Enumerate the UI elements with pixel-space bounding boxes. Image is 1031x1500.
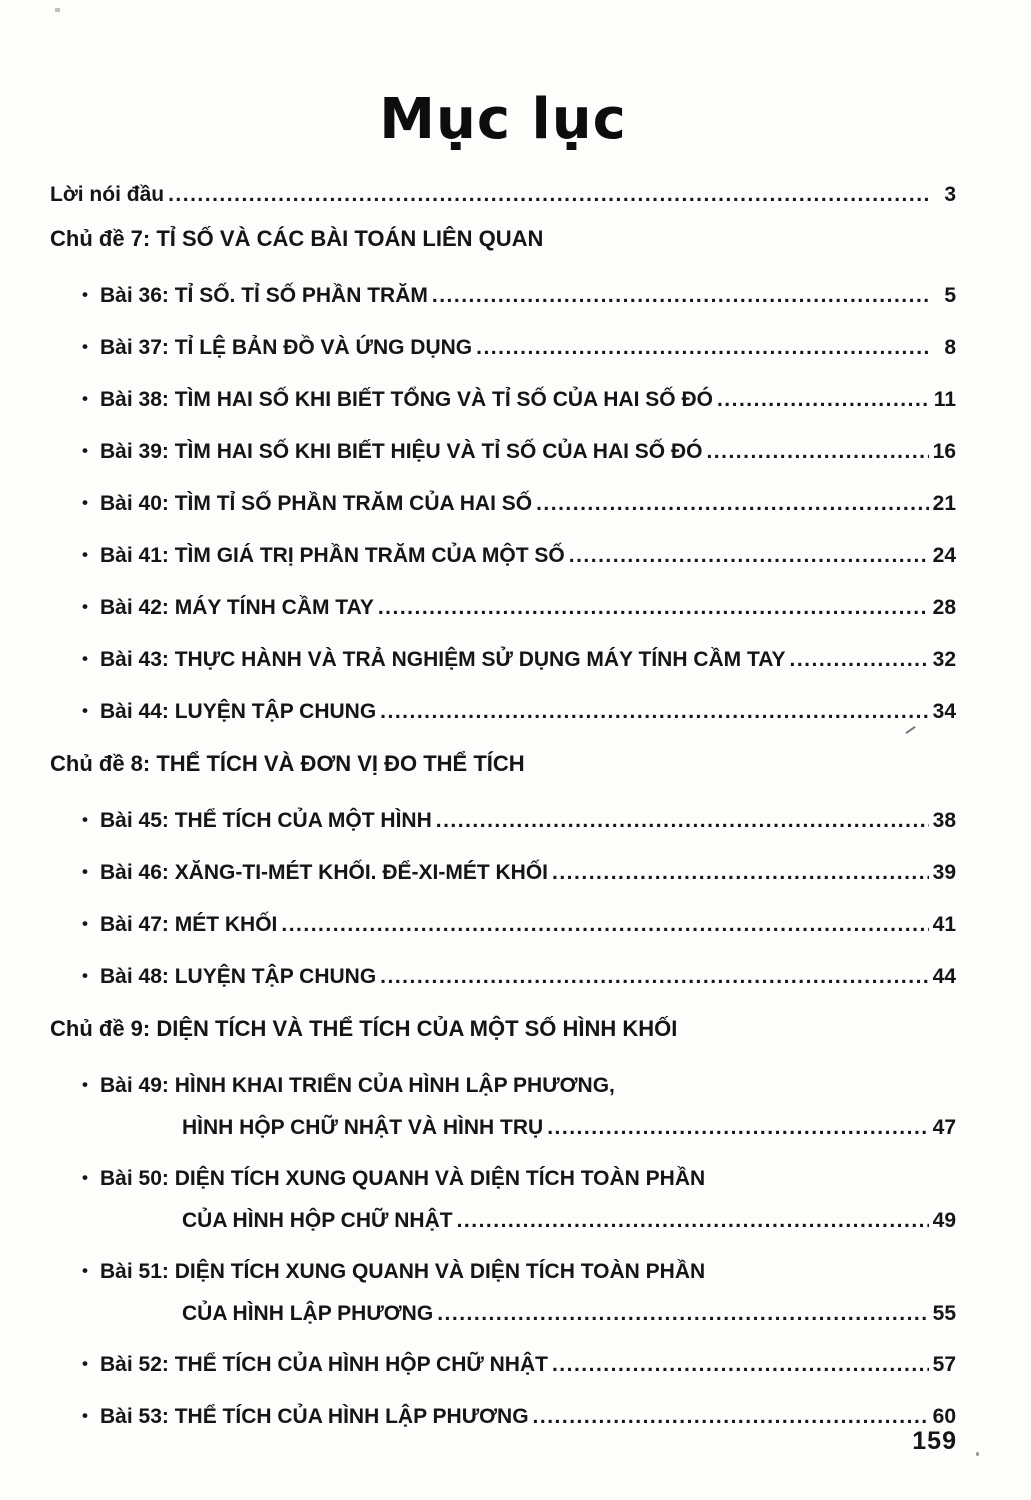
entry-label: Bài 42: MÁY TÍNH CẦM TAY [100,596,374,619]
entry-line [82,646,956,674]
entry-label: Bài 36: TỈ SỐ. TỈ SỐ PHẦN TRĂM [100,284,428,307]
toc-entry [50,1165,956,1234]
dot-leader [437,1300,929,1327]
bullet-icon: • [82,285,88,304]
entry-line [82,911,956,939]
entry-line [82,438,956,466]
entry-page-number: 28 [932,596,956,619]
entry-line [82,698,956,726]
entry-line [82,594,956,622]
toc-entry [50,438,956,466]
entry-line [82,282,956,310]
bullet-icon: • [82,1168,88,1187]
page-title: Mục lục [379,87,627,152]
bullet-icon: • [82,545,88,564]
entry-line [82,807,956,835]
entry-label-continued: CỦA HÌNH HỘP CHỮ NHẬT [182,1209,453,1232]
entry-line [82,334,956,362]
entry-label: Bài 49: HÌNH KHAI TRIỂN CỦA HÌNH LẬP PHƯƠNG, [100,1074,615,1097]
dot-leader [569,542,929,569]
entry-page-number: 24 [932,544,956,567]
bullet-icon: • [82,1261,88,1280]
entry-label: Bài 41: TÌM GIÁ TRỊ PHẦN TRĂM CỦA MỘT SỐ [100,544,565,567]
entry-label: Bài 50: DIỆN TÍCH XUNG QUANH VÀ DIỆN TÍCH TOÀN PHẦN [100,1167,706,1190]
entry-page-number: 38 [932,809,956,832]
dot-leader [790,646,930,673]
preface-page-number: 3 [944,183,956,206]
entry-page-number: 39 [932,861,956,884]
preface-label: Lời nói đầu [50,183,165,206]
entry-page-number: 21 [932,492,956,515]
entry-line [82,859,956,887]
bullet-icon: • [82,914,88,933]
bullet-icon: • [82,389,88,408]
bullet-icon: • [82,649,88,668]
toc-entry [50,859,956,887]
entry-line [82,1165,956,1193]
dot-leader [168,181,929,208]
toc-entry [50,334,956,362]
entry-line [82,386,956,414]
bullet-icon: • [82,810,88,829]
dot-leader [552,859,929,886]
toc-entry [50,1258,956,1327]
toc-entry [50,282,956,310]
entry-page-number: 32 [932,648,956,671]
entry-page-number: 44 [932,965,956,988]
entry-page-number: 57 [932,1353,956,1376]
entry-page-number: 5 [944,284,956,307]
entry-label: Bài 45: THỂ TÍCH CỦA MỘT HÌNH [100,809,432,832]
entry-label: Bài 53: THỂ TÍCH CỦA HÌNH LẬP PHƯƠNG [100,1405,529,1428]
folio-page-number: 159 [912,1427,957,1455]
dot-leader [436,807,929,834]
section-heading: Chủ đề 9: DIỆN TÍCH VÀ THỂ TÍCH CỦA MỘT SỐ HÌNH KHỐI [50,1016,678,1041]
toc-preface-row [50,181,956,208]
entry-page-number: 11 [933,388,956,411]
entry-page-number: 8 [944,336,956,359]
dot-leader [536,490,929,517]
entry-label: Bài 48: LUYỆN TẬP CHUNG [100,965,377,988]
dot-leader [706,438,929,465]
section-heading: Chủ đề 8: THỂ TÍCH VÀ ĐƠN VỊ ĐO THỂ TÍCH [50,751,525,776]
dot-leader [547,1114,929,1141]
entry-label-continued: CỦA HÌNH LẬP PHƯƠNG [182,1302,434,1325]
scan-artifact [976,1452,979,1456]
entry-label: Bài 38: TÌM HAI SỐ KHI BIẾT TỔNG VÀ TỈ SỐ CỦA HAI SỐ ĐÓ [100,388,713,411]
entry-label: Bài 46: XĂNG-TI-MÉT KHỐI. ĐỂ-XI-MÉT KHỐI [100,861,549,884]
section-heading: Chủ đề 7: TỈ SỐ VÀ CÁC BÀI TOÁN LIÊN QUAN [50,226,544,251]
entry-page-number: 60 [932,1405,956,1428]
dot-leader [380,698,929,725]
bullet-icon: • [82,862,88,881]
toc-entry [50,542,956,570]
entry-page-number: 47 [932,1116,956,1139]
bullet-icon: • [82,441,88,460]
entry-line [82,1258,956,1286]
entry-line-continued [82,1114,956,1141]
entry-label: Bài 47: MÉT KHỐI [100,913,278,936]
toc-entry [50,594,956,622]
toc-entry [50,1072,956,1141]
dot-leader [717,386,929,413]
entry-line-continued [82,1207,956,1234]
dot-leader [457,1207,929,1234]
dot-leader [432,282,929,309]
dot-leader [378,594,929,621]
entry-line [82,1351,956,1379]
entry-line [82,490,956,518]
toc-entry [50,698,956,726]
toc-entry [50,963,956,991]
entry-line-continued [82,1300,956,1327]
entry-label: Bài 51: DIỆN TÍCH XUNG QUANH VÀ DIỆN TÍCH TOÀN PHẦN [100,1260,706,1283]
toc-sections [50,225,956,1431]
toc-entry [50,490,956,518]
entry-label-continued: HÌNH HỘP CHỮ NHẬT VÀ HÌNH TRỤ [182,1116,544,1139]
bullet-icon: • [82,966,88,985]
toc-entry [50,911,956,939]
bullet-icon: • [82,1354,88,1373]
entry-page-number: 41 [932,913,956,936]
scan-artifact [55,8,60,12]
entry-label: Bài 40: TÌM TỈ SỐ PHẦN TRĂM CỦA HAI SỐ [100,492,533,515]
entry-page-number: 49 [932,1209,956,1232]
dot-leader [380,963,929,990]
bullet-icon: • [82,701,88,720]
entry-label: Bài 37: TỈ LỆ BẢN ĐỒ VÀ ỨNG DỤNG [100,336,473,359]
toc-entry [50,807,956,835]
entry-line [82,542,956,570]
entry-label: Bài 52: THỂ TÍCH CỦA HÌNH HỘP CHỮ NHẬT [100,1353,548,1376]
entry-label: Bài 43: THỰC HÀNH VÀ TRẢ NGHIỆM SỬ DỤNG MÁY TÍNH CẦM TAY [100,648,786,671]
entry-page-number: 55 [932,1302,956,1325]
bullet-icon: • [82,1406,88,1425]
entry-label: Bài 44: LUYỆN TẬP CHUNG [100,700,377,723]
bullet-icon: • [82,337,88,356]
bullet-icon: • [82,597,88,616]
entry-line [82,1072,956,1100]
entry-line [82,1403,956,1431]
entry-line [82,963,956,991]
dot-leader [533,1403,929,1430]
toc-entry [50,1403,956,1431]
dot-leader [476,334,929,361]
entry-label: Bài 39: TÌM HAI SỐ KHI BIẾT HIỆU VÀ TỈ SỐ CỦA HAI SỐ ĐÓ [100,440,703,463]
entry-page-number: 34 [932,700,956,723]
table-of-contents [50,181,956,1431]
dot-leader [552,1351,929,1378]
bullet-icon: • [82,493,88,512]
toc-entry [50,386,956,414]
toc-entry [50,646,956,674]
bullet-icon: • [82,1075,88,1094]
dot-leader [281,911,929,938]
toc-entry [50,1351,956,1379]
entry-page-number: 16 [932,440,956,463]
